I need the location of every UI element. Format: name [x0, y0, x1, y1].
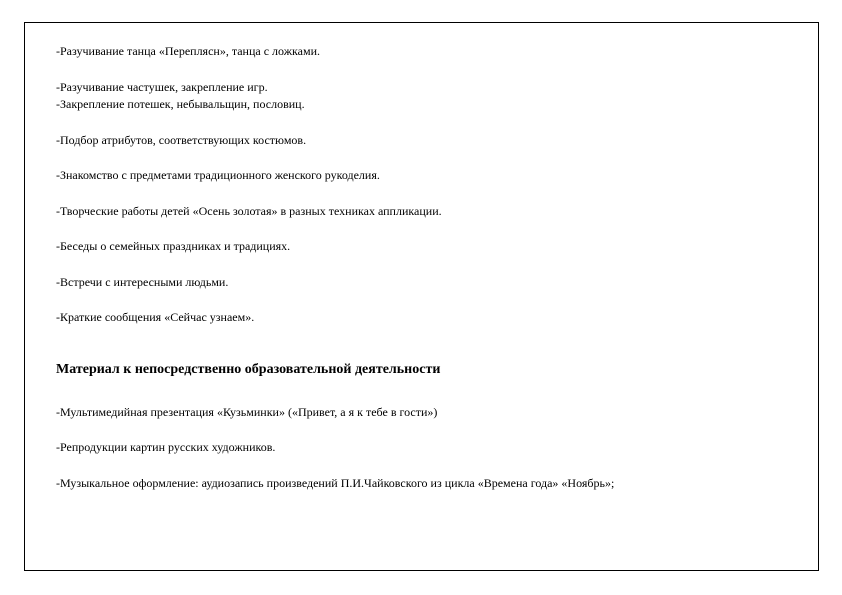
list-item: -Подбор атрибутов, соответствующих костюмов. [56, 133, 307, 147]
material-item: -Музыкальное оформление: аудиозапись произведений П.И.Чайковского из цикла «Времена года» «Ноябрь»; [56, 476, 615, 490]
list-item: -Творческие работы детей «Осень золотая» в разных техниках аппликации. [56, 204, 442, 218]
list-item: -Разучивание танца «Переплясн», танца с ложками. [56, 44, 321, 58]
material-item: -Репродукции картин русских художников. [56, 440, 276, 454]
list-item: -Разучивание частушек, закрепление игр. [56, 80, 268, 94]
section-heading: Материал к непосредственно образовательной деятельности [56, 362, 441, 377]
list-item: -Закрепление потешек, небывальщин, пословиц. [56, 97, 305, 111]
list-item: -Встречи с интересными людьми. [56, 275, 229, 289]
list-item: -Беседы о семейных праздниках и традициях. [56, 239, 291, 253]
list-item: -Знакомство с предметами традиционного женского рукоделия. [56, 168, 380, 182]
list-item: -Краткие сообщения «Сейчас узнаем». [56, 310, 255, 324]
material-item: -Мультимедийная презентация «Кузьминки» («Привет, а я к тебе в гости») [56, 405, 438, 419]
